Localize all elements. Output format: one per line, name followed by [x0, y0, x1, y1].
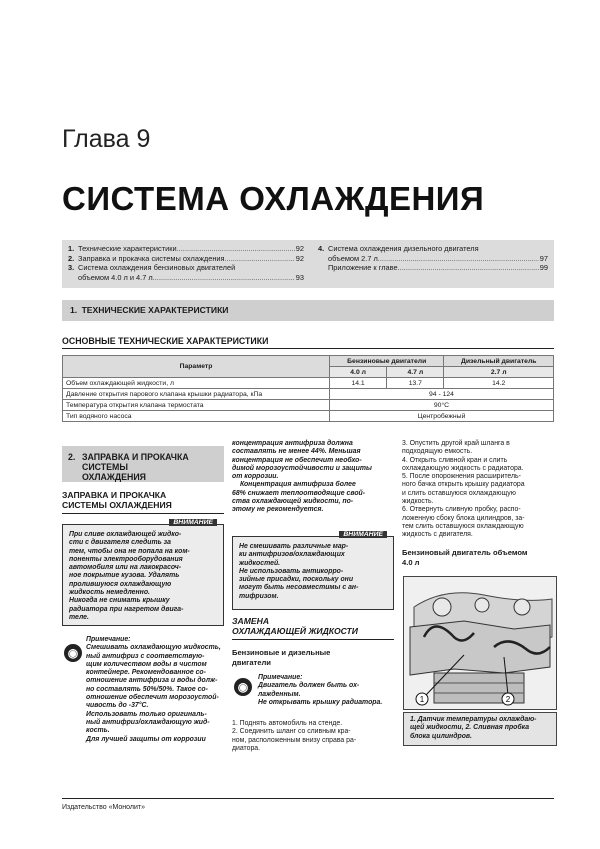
text-line: и слить оставшуюся охлаждающую: [402, 489, 516, 497]
table-cell: Давление открытия парового клапана крышки радиатора, кПа: [63, 389, 330, 400]
section-label: [82, 452, 189, 482]
toc-text: Система охлаждения дизельного двигателя: [328, 244, 479, 253]
table-row: [63, 400, 554, 411]
table-cell: Центробежный: [330, 411, 554, 422]
toc-text: Система охлаждения бензиновых двигателей: [78, 263, 236, 273]
text-line: кость.: [86, 727, 110, 735]
text-line: жидкость немедленно.: [69, 589, 150, 597]
text-line: радиатора при нагретом двига-: [69, 605, 184, 613]
divider: [62, 513, 224, 514]
heading-line: 4.0 л: [402, 558, 420, 567]
note-text: [258, 674, 394, 707]
col1-heading: [62, 490, 224, 510]
text-line: жидкость с двигателя.: [402, 531, 473, 539]
toc-text: объемом 4.0 л и 4.7 л: [78, 272, 153, 282]
toc-page: 97: [539, 253, 548, 263]
figure-title: [402, 548, 556, 568]
text-line: 3. Опустить другой край шланга в: [402, 440, 510, 447]
table-cell: Тип водяного насоса: [63, 411, 330, 422]
text-line: димой морозоустойчивости и защиты: [232, 464, 372, 472]
table-cell: 14.2: [444, 378, 554, 389]
toc-text: Приложение к главе: [328, 263, 398, 273]
heading-line: Бензиновый двигатель объемом: [402, 548, 528, 557]
toc-num: 1.: [68, 244, 75, 253]
text-line: Не открывать крышку радиатора.: [258, 698, 383, 706]
toc-text: Технические характеристики: [78, 244, 177, 253]
text-line: Никогда не снимать крышку: [69, 597, 170, 605]
warning-text: [239, 543, 389, 601]
spec-table: [62, 355, 554, 422]
toc-text: объемом 2.7 л: [328, 253, 378, 263]
toc-num: 2.: [68, 253, 75, 263]
table-cell: 94 - 124: [330, 389, 554, 400]
text-line: 6. Отвернуть сливную пробку, распо-: [402, 506, 521, 514]
text-line: 1. Датчик температуры охлаждаю-: [410, 716, 537, 723]
text-line: тифризом.: [239, 592, 279, 600]
toc-text: Заправка и прокачка системы охлаждения: [78, 253, 225, 263]
toc-left-column: [68, 244, 304, 282]
section-label-line: СИСТЕМЫ: [82, 462, 128, 472]
text-line: Для лучшей защиты от коррозии: [86, 735, 206, 743]
text-line: но составлять 50%/50%. Такое со-: [86, 685, 208, 693]
heading-line: СИСТЕМЫ ОХЛАЖДЕНИЯ: [62, 500, 172, 510]
toc-item: [68, 244, 304, 254]
chapter-label: Глава 9: [62, 125, 151, 153]
text-line: ный антифриз с соответствую-: [86, 652, 205, 660]
text-line: могут быть несовместимы с ан-: [239, 584, 359, 592]
text-line: ного бачка открыть крышку радиатора: [402, 481, 525, 489]
caption-text: [410, 716, 552, 741]
warning-label: ВНИМАНИЕ: [339, 531, 387, 538]
divider: [232, 639, 394, 640]
steps-text: [402, 440, 556, 540]
text-line: тем, чтобы она не попала на ком-: [69, 547, 190, 555]
text-line: Концентрация антифриза более: [240, 481, 356, 489]
section-2-header: [62, 446, 224, 482]
text-line: ное покрытие кузова. Удалять: [69, 572, 180, 580]
toc-right-column: [318, 244, 548, 273]
toc-item: [68, 263, 304, 273]
page-title: СИСТЕМА ОХЛАЖДЕНИЯ: [62, 180, 485, 217]
text-line: Примечание:: [86, 636, 131, 643]
toc-num: 3.: [68, 263, 75, 273]
text-line: этому не рекомендуется.: [232, 506, 324, 514]
engine-illustration: [403, 576, 557, 710]
heading-line: ЗАМЕНА: [232, 616, 270, 626]
antifreeze-text: [232, 440, 394, 515]
note-text: [86, 636, 224, 744]
text-line: 1. Поднять автомобиль на стенде.: [232, 720, 343, 727]
toc-num: 4.: [318, 244, 325, 253]
section-1-header: [62, 300, 554, 321]
engine-drawing: [404, 577, 556, 709]
text-line: ном, расположенным внизу справа ра-: [232, 736, 357, 744]
warning-label: ВНИМАНИЕ: [169, 519, 217, 526]
text-line: щим количеством воды в чистом: [86, 660, 207, 668]
table-cell: 13.7: [387, 378, 444, 389]
text-line: Не использовать антикорро-: [239, 567, 344, 575]
figure-caption: [403, 712, 557, 746]
section-number: 2.: [68, 452, 76, 462]
text-line: отношение антифриза и воды долж-: [86, 677, 218, 685]
toc-num: [318, 254, 328, 264]
section-label-line: ОХЛАЖДЕНИЯ: [82, 472, 146, 482]
table-cell: Объем охлаждающей жидкости, л: [63, 378, 330, 389]
text-line: поненты электрооборудования: [69, 555, 183, 563]
table-row: [63, 389, 554, 400]
table-cell: 14.1: [330, 378, 387, 389]
table-header-4-7: 4.7 л: [387, 367, 444, 378]
toc-page: 99: [539, 263, 548, 273]
text-line: ложенную сбоку блока цилиндров, за-: [402, 514, 525, 522]
text-line: контейнере. Рекомендованное со-: [86, 669, 206, 677]
table-row: [63, 378, 554, 389]
text-line: Двигатель должен быть ох-: [258, 682, 360, 690]
col2-heading: [232, 616, 394, 636]
text-line: жидкостей.: [239, 559, 281, 567]
text-line: 4. Открыть сливной кран и слить: [402, 456, 508, 464]
text-line: теле.: [69, 613, 89, 621]
text-line: Примечание:: [258, 674, 303, 681]
section-label-line: ЗАПРАВКА И ПРОКАЧКА: [82, 452, 189, 462]
heading-line: Бензиновые и дизельные: [232, 648, 331, 657]
toc-item: [68, 273, 304, 283]
text-line: блока цилиндров.: [410, 732, 472, 740]
table-header-param: Параметр: [63, 356, 330, 378]
toc-item: [68, 254, 304, 264]
toc-item: [318, 254, 548, 264]
text-line: концентрация антифриза должна: [232, 440, 353, 447]
text-line: сти с двигателя следить за: [69, 539, 171, 547]
section-number: 1.: [70, 305, 78, 315]
text-line: диатора.: [232, 744, 261, 752]
spec-heading: ОСНОВНЫЕ ТЕХНИЧЕСКИЕ ХАРАКТЕРИСТИКИ: [62, 336, 554, 349]
warning-text: [69, 531, 219, 622]
text-line: Не смешивать различные мар-: [239, 543, 349, 550]
text-line: Использовать только оригиналь-: [86, 710, 207, 718]
warning-box: [62, 519, 224, 626]
publisher-footer: Издательство «Монолит»: [62, 804, 146, 811]
table-cell: Температура открытия клапана термостата: [63, 400, 330, 411]
callout-2: 2: [505, 695, 511, 704]
table-header-diesel: Дизельный двигатель: [444, 356, 554, 367]
text-line: При сливе охлаждающей жидко-: [69, 531, 182, 538]
text-line: подходящую емкость.: [402, 448, 473, 456]
text-line: составлять не менее 44%. Меньшая: [232, 448, 361, 456]
text-line: ный антифриз/охлаждающую жид-: [86, 718, 210, 726]
text-line: ства охлаждающей жидкости, по-: [232, 498, 354, 506]
text-line: от коррозии.: [232, 473, 279, 481]
steps-text: [232, 720, 394, 753]
heading-line: двигатели: [232, 658, 271, 667]
table-header-4-0: 4.0 л: [330, 367, 387, 378]
text-line: зийные присадки, поскольку они: [239, 576, 354, 584]
text-line: пролившуюся охлаждающую: [69, 580, 172, 588]
text-line: чивость до -37°С.: [86, 702, 149, 710]
text-line: 2. Соединить шланг со сливным кра-: [232, 728, 351, 736]
text-line: охлаждающую жидкость с радиатора.: [402, 464, 524, 472]
toc-num: [318, 263, 328, 273]
toc-item: [318, 244, 548, 254]
text-line: 68% снижает теплоотводящие свой-: [232, 489, 366, 497]
callout-1: 1: [419, 695, 425, 704]
table-header-2-7: 2.7 л: [444, 367, 554, 378]
table-row: [63, 411, 554, 422]
heading-line: ОХЛАЖДАЮЩЕЙ ЖИДКОСТИ: [232, 626, 358, 636]
text-line: щей жидкости, 2. Сливная пробка: [410, 724, 530, 732]
text-line: Смешивать охлаждающую жидкость,: [86, 644, 221, 652]
toc-page: 92: [295, 253, 304, 263]
toc-num: [68, 273, 78, 283]
toc-page: 92: [295, 244, 304, 253]
table-header-petrol: Бензиновые двигатели: [330, 356, 444, 367]
heading-line: ЗАПРАВКА И ПРОКАЧКА: [62, 490, 167, 500]
section-label: ТЕХНИЧЕСКИЕ ХАРАКТЕРИСТИКИ: [81, 305, 229, 315]
text-line: жидкость.: [402, 498, 434, 506]
text-line: автомобиля или на лакокрасоч-: [69, 564, 182, 572]
text-line: концентрация не обеспечит необхо-: [232, 456, 362, 464]
text-line: тем слить оставшуюся охлаждающую: [402, 522, 524, 530]
text-line: 5. После опорожнения расширитель-: [402, 473, 521, 481]
table-of-contents: [62, 240, 554, 288]
col2-subheading: [232, 648, 394, 668]
table-cell: 90°С: [330, 400, 554, 411]
text-line: отношение обеспечит морозоустой-: [86, 694, 219, 702]
note-icon: ◉: [234, 678, 252, 696]
footer-divider: [62, 798, 554, 799]
warning-box: [232, 531, 394, 610]
note-icon: ◉: [64, 644, 82, 662]
toc-item: [318, 263, 548, 273]
text-line: ки антифризов/охлаждающих: [239, 551, 345, 559]
toc-page: 93: [295, 272, 304, 282]
text-line: лажденным.: [258, 690, 301, 698]
